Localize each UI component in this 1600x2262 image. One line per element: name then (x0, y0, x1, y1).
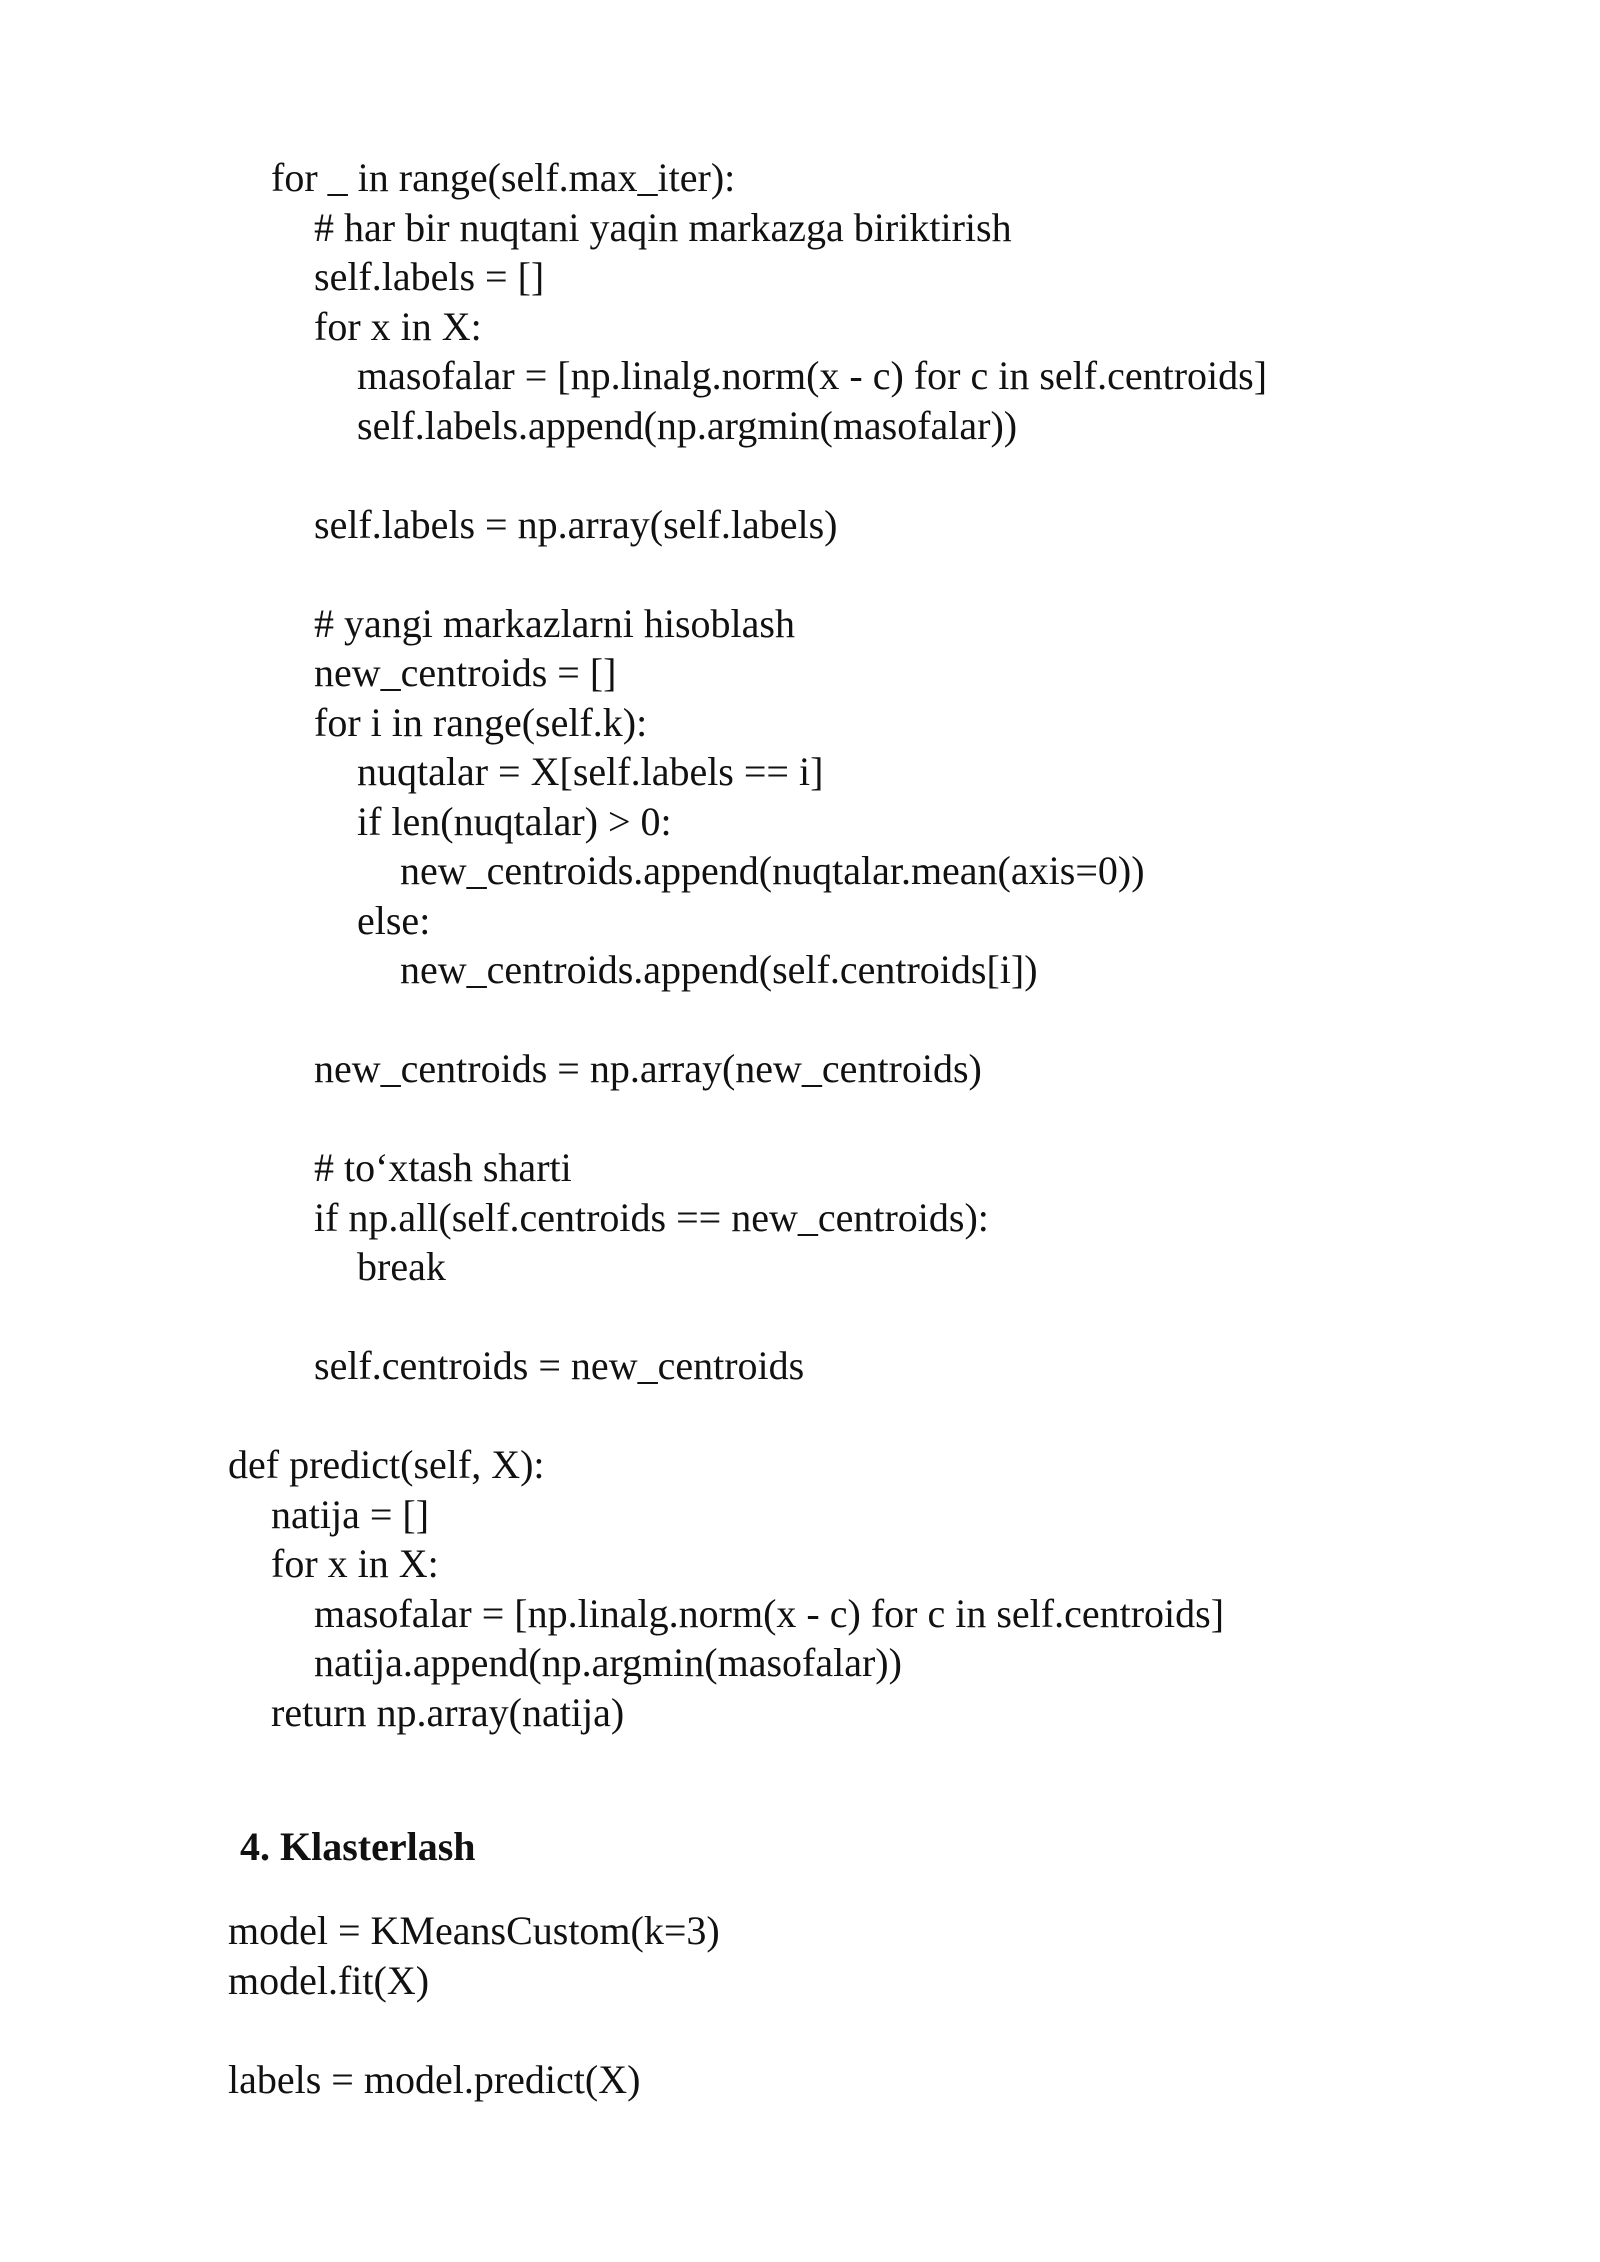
code-line: def predict(self, X): (228, 1442, 545, 1487)
code-line: new_centroids = np.array(new_centroids) (314, 1046, 982, 1091)
code-line: return np.array(natija) (271, 1689, 625, 1735)
code-line: model.fit(X) (228, 1957, 430, 2003)
blank-line (228, 995, 1528, 1045)
code-line: # yangi markazlarni hisoblash (314, 600, 795, 646)
code-line: for i in range(self.k): (314, 699, 648, 745)
code-block-kmeans-methods (228, 153, 1528, 1737)
code-line: masofalar = [np.linalg.norm(x - c) for c in self.centroids] (314, 1590, 1225, 1636)
code-line: break (357, 1244, 446, 1289)
code-line: new_centroids.append(nuqtalar.mean(axis=0)) (400, 848, 1145, 893)
code-line: natija.append(np.argmin(masofalar)) (314, 1640, 902, 1685)
blank-line (228, 1292, 1528, 1342)
code-line: for x in X: (271, 1541, 439, 1586)
code-line: self.centroids = new_centroids (314, 1343, 805, 1388)
code-line: # to‘xtash sharti (314, 1145, 572, 1190)
code-line: new_centroids = [] (314, 650, 617, 695)
code-line: if len(nuqtalar) > 0: (357, 798, 672, 844)
code-line: masofalar = [np.linalg.norm(x - c) for c in self.centroids] (357, 353, 1268, 398)
code-line: natija = [] (271, 1491, 430, 1537)
code-block-usage (228, 1906, 1528, 2104)
code-line: self.labels.append(np.argmin(masofalar)) (357, 402, 1018, 448)
section-heading: 4. Klasterlash (240, 1824, 476, 1869)
code-line: else: (357, 897, 431, 943)
blank-line (228, 1391, 1528, 1441)
blank-line (228, 450, 1528, 500)
code-line: for _ in range(self.max_iter): (271, 155, 736, 200)
code-line: if np.all(self.centroids == new_centroids): (314, 1194, 989, 1240)
code-line: self.labels = [] (314, 254, 545, 299)
blank-line (228, 1094, 1528, 1144)
code-line: # har bir nuqtani yaqin markazga biriktirish (314, 204, 1012, 250)
code-line: self.labels = np.array(self.labels) (314, 501, 838, 547)
code-line: model = KMeansCustom(k=3) (228, 1908, 720, 1953)
code-line: nuqtalar = X[self.labels == i] (357, 749, 824, 794)
code-line: new_centroids.append(self.centroids[i]) (400, 947, 1038, 992)
code-line: labels = model.predict(X) (228, 2056, 641, 2102)
code-line: for x in X: (314, 303, 482, 349)
blank-line (228, 549, 1528, 599)
blank-line (228, 2005, 1528, 2055)
